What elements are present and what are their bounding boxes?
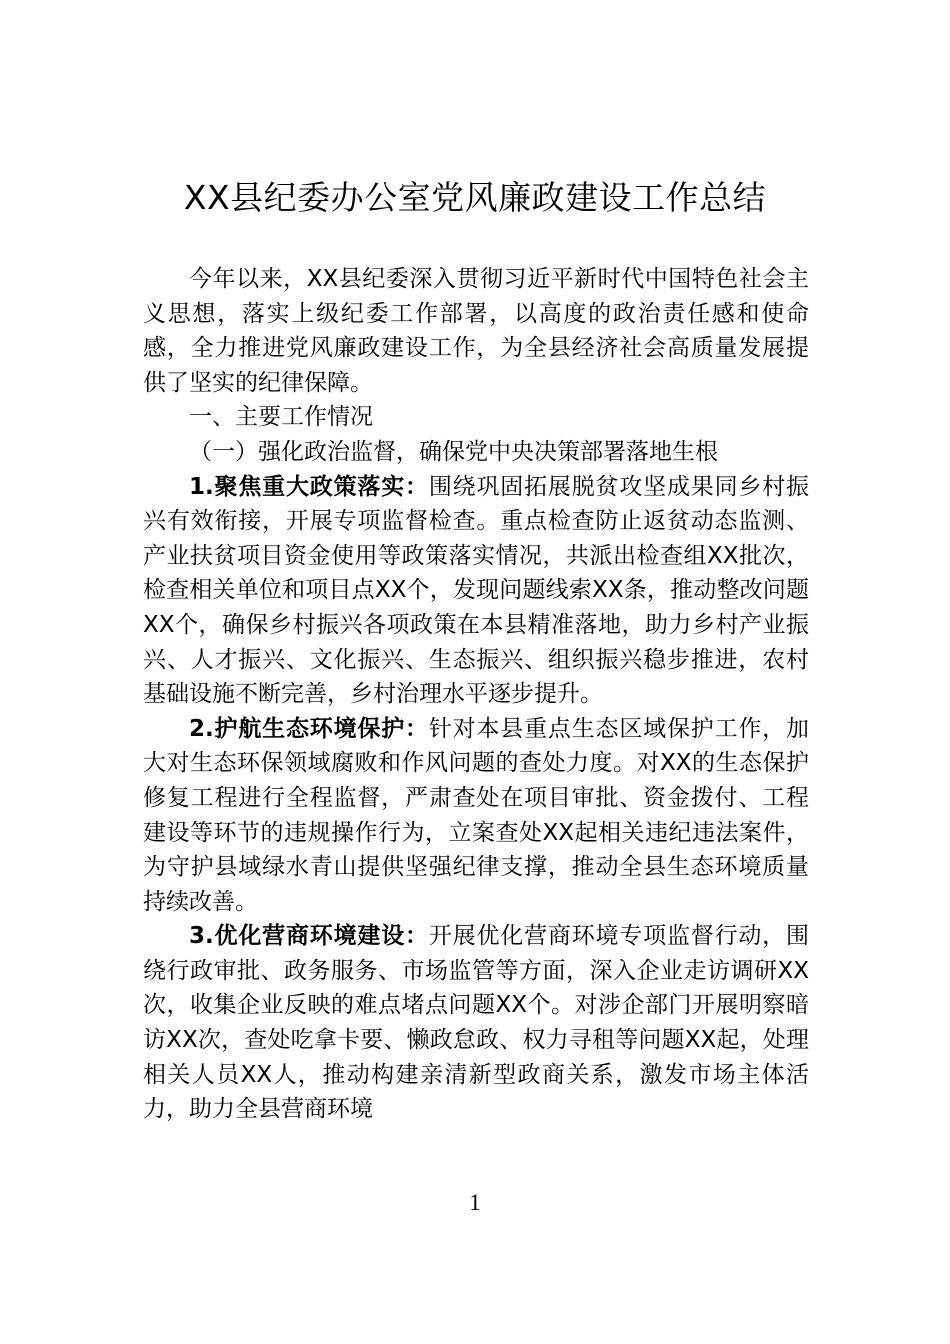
intro-paragraph: 今年以来，XX县纪委深入贯彻习近平新时代中国特色社会主义思想，落实上级纪委工作部署，以高度的政治责任感和使命感，全力推进党风廉政建设工作，为全县经济社会高质量发展提供了坚实的纪律保障。: [143, 266, 809, 396]
item-text-3: 开展优化营商环境专项监督行动，围绕行政审批、政务服务、市场监管等方面，深入企业走访调研XX次，收集企业反映的难点堵点问题XX个。对涉企部门开展明察暗访XX次，查处吃拿卡要、懒政怠政、权力寻租等问题XX起，处理相关人员XX人，推动构建亲清新型政商关系，激发市场主体活力，助力全县营商环境: [143, 923, 809, 1123]
item-lead-1: 1.聚焦重大政策落实：: [189, 473, 429, 500]
item-paragraph-1: [143, 470, 809, 712]
page-number: 1: [469, 1190, 481, 1215]
item-paragraph-2: [143, 712, 809, 920]
section-heading: 一、主要工作情况: [189, 404, 373, 431]
document-title: XX县纪委办公室党风廉政建设工作总结: [183, 178, 767, 217]
item-text-2: 针对本县重点生态区域保护工作，加大对生态环保领域腐败和作风问题的查处力度。对XX的生态保护修复工程进行全程监督，严肃查处在项目审批、资金拨付、工程建设等环节的违规操作行为，立案查处XX起相关违纪违法案件，为守护县域绿水青山提供坚强纪律支撑，推动全县生态环境质量持续改善。: [143, 715, 809, 915]
subsection-heading: （一）强化政治监督，确保党中央决策部署落地生根: [189, 438, 718, 465]
item-lead-2: 2.护航生态环境保护：: [189, 715, 429, 742]
item-paragraph-3: [143, 919, 809, 1127]
document-body: [143, 262, 809, 1127]
item-text-1: 围绕巩固拓展脱贫攻坚成果同乡村振兴有效衔接，开展专项监督检查。重点检查防止返贫动态监测、产业扶贫项目资金使用等政策落实情况，共派出检查组XX批次，检查相关单位和项目点XX个，发现问题线索XX条，推动整改问题XX个，确保乡村振兴各项政策在本县精准落地，助力乡村产业振兴、人才振兴、文化振兴、生态振兴、组织振兴稳步推进，农村基础设施不断完善，乡村治理水平逐步提升。: [143, 473, 809, 708]
item-lead-3: 3.优化营商环境建设：: [189, 923, 429, 950]
